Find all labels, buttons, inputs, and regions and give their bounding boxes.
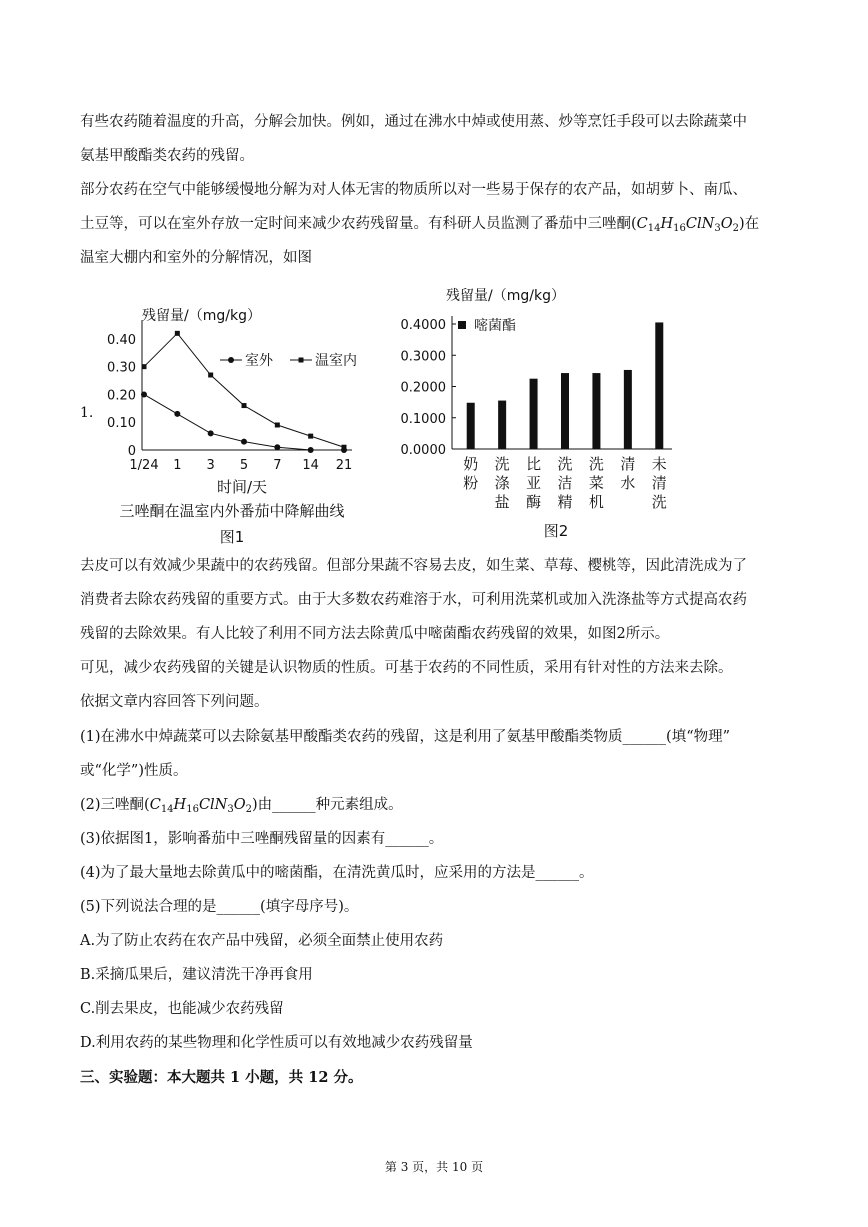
- fig1-legend-label-1: 温室内: [315, 353, 357, 369]
- fig2-bar: [624, 370, 632, 449]
- section-heading: 三、实验题：本大题共 1 小题，共 12 分。: [80, 1069, 363, 1086]
- option-d: D.利用农药的某些物理和化学性质可以有效地减少农药残留量: [80, 1035, 473, 1051]
- fig2-x-tick-label: 涤: [494, 474, 510, 492]
- fig1-x-tick-label: 1: [173, 458, 182, 473]
- fig2-legend-marker: [458, 321, 466, 329]
- question-4: (4)为了最大量地去除黄瓜中的嘧菌酯，在清洗黄瓜时，应采用的方法是______。: [80, 865, 594, 881]
- fig2-y-tick-label: 0.3000: [400, 349, 446, 365]
- fig1-point-1: [142, 364, 147, 369]
- fig2-bar: [561, 373, 569, 449]
- para-5: 依据文章内容回答下列问题。: [80, 694, 269, 710]
- fig1-x-tick-label: 3: [206, 458, 215, 473]
- fig1-ylabel: 残留量/（mg/kg）: [142, 308, 261, 324]
- fig2-y-tick-label: 0.2000: [400, 380, 446, 396]
- fig2-bar: [467, 403, 475, 449]
- fig2-x-tick-label: 比: [526, 455, 542, 473]
- fig2-x-tick-label: 洗: [588, 455, 604, 473]
- fig2-y-tick-label: 0.1000: [400, 411, 446, 427]
- fig1-xlabel: 时间/天: [216, 478, 268, 496]
- fig2-bar: [530, 379, 538, 449]
- question-3: (3)依据图1，影响番茄中三唑酮残留量的因素有______。: [80, 831, 444, 847]
- fig2-ylabel: 残留量/（mg/kg）: [446, 288, 565, 304]
- fig1-point-0: [308, 447, 314, 453]
- figure-2-bar-chart: [390, 278, 690, 540]
- question-1a: (1)在沸水中焯蔬菜可以去除氨基甲酸酯类农药的残留，这是利用了氨基甲酸酯类物质______(填“物理”: [80, 729, 731, 745]
- fig1-point-1: [208, 373, 213, 378]
- fig1-x-tick-label: 5: [239, 458, 249, 473]
- fig1-point-1: [242, 403, 247, 408]
- option-a: A.为了防止农药在农产品中残留，必须全面禁止使用农药: [80, 933, 444, 949]
- fig1-point-0: [241, 439, 247, 445]
- fig1-x-tick-label: 7: [273, 458, 282, 473]
- fig2-x-tick-label: 未: [651, 455, 667, 473]
- para-2a: 部分农药在空气中能够缓慢地分解为对人体无害的物质所以对一些易于保存的农产品，如胡萝卜、南瓜、: [80, 182, 747, 198]
- fig2-x-tick-label: 菜: [588, 474, 604, 492]
- fig1-x-tick-label: 21: [335, 458, 353, 473]
- fig2-x-tick-label: 粉: [463, 474, 479, 492]
- page-footer: 第 3 页，共 10 页: [384, 1160, 484, 1174]
- formula-1: $C_{14}H_{16}ClN_3O_2$: [636, 216, 739, 234]
- fig2-bar: [655, 322, 663, 449]
- para-3a: 去皮可以有效减少果蔬中的农药残留。但部分果蔬不容易去皮，如生菜、草莓、樱桃等，因此清洗成为了: [80, 558, 747, 574]
- para-2c: 温室大棚内和室外的分解情况，如图: [80, 250, 312, 266]
- fig2-x-tick-label: 亚: [526, 474, 542, 492]
- fig1-point-1: [275, 423, 280, 428]
- fig1-y-tick-label: 0.10: [107, 416, 136, 432]
- fig2-x-tick-label: 盐: [494, 493, 510, 511]
- para-3b: 消费者去除农药残留的重要方式。由于大多数农药难溶于水，可利用洗菜机或加入洗涤盐等方式提高农药: [80, 592, 747, 608]
- option-b: B.采摘瓜果后，建议清洗干净再食用: [80, 967, 313, 983]
- fig2-x-tick-label: 精: [557, 493, 573, 511]
- fig2-y-tick-label: 0.0000: [400, 443, 446, 458]
- para-2b: 土豆等，可以在室外存放一定时间来减少农药残留量。有科研人员监测了番茄中三唑酮$(C_{14}H_{16}ClN_3O_2)$在: [80, 216, 760, 234]
- option-c: C.削去果皮，也能减少农药残留: [80, 1001, 284, 1017]
- fig2-x-tick-label: 洗: [494, 455, 510, 473]
- fig1-y-tick-label: 0: [127, 444, 136, 459]
- fig1-point-0: [208, 430, 214, 436]
- fig1-x-tick-label: 1/24: [129, 458, 159, 473]
- fig2-figure-label: 图2: [543, 522, 569, 540]
- fig2-x-tick-label: 机: [588, 493, 604, 511]
- formula-2: $C_{14}H_{16}ClN_3O_2$: [149, 797, 252, 815]
- para-4: 可见，减少农药残留的关键是认识物质的性质。可基于农药的不同性质，采用有针对性的方法来去除。: [80, 660, 733, 676]
- fig2-x-tick-label: 洁: [557, 474, 573, 492]
- fig2-x-tick-label: 清: [620, 455, 636, 473]
- fig2-bar: [498, 401, 506, 449]
- para-2b-text: 土豆等，可以在室外存放一定时间来减少农药残留量。有科研人员监测了番茄中三唑酮(: [80, 216, 637, 232]
- fig2-x-tick-label: 洗: [557, 455, 573, 473]
- fig1-legend-label-0: 室外: [245, 353, 273, 369]
- fig2-x-tick-label: 酶: [526, 493, 542, 511]
- fig2-legend-label: 嘧菌酯: [474, 318, 516, 334]
- fig1-legend-marker-0: [228, 357, 234, 363]
- para-1a: 有些农药随着温度的升高，分解会加快。例如，通过在沸水中焯或使用蒸、炒等烹饪手段可以去除蔬菜中: [80, 114, 747, 130]
- question-2: (2)三唑酮$(C_{14}H_{16}ClN_3O_2)$由______种元素组成。: [80, 797, 403, 815]
- fig2-x-tick-label: 奶: [463, 455, 479, 473]
- fig1-x-tick-label: 14: [302, 458, 319, 473]
- fig2-bar: [592, 373, 600, 449]
- para-3c: 残留的去除效果。有人比较了利用不同方法去除黄瓜中嘧菌酯农药残留的效果，如图2所示。: [80, 626, 670, 642]
- fig1-point-1: [175, 331, 180, 336]
- fig1-title: 三唑酮在温室内外番茄中降解曲线: [119, 502, 345, 520]
- fig1-point-1: [342, 445, 347, 450]
- question-number: 1.: [80, 405, 94, 421]
- fig1-y-tick-label: 0.20: [107, 388, 136, 404]
- fig1-point-0: [174, 411, 180, 417]
- fig1-y-tick-label: 0.40: [107, 332, 136, 348]
- fig2-y-tick-label: 0.4000: [400, 318, 446, 333]
- fig1-point-1: [308, 434, 313, 439]
- fig1-point-0: [274, 444, 280, 450]
- fig2-x-tick-label: 清: [651, 474, 667, 492]
- fig1-point-0: [141, 391, 147, 397]
- fig1-figure-label: 图1: [219, 528, 245, 546]
- fig2-x-tick-label: 水: [620, 474, 636, 492]
- figure-1-line-chart: [100, 288, 380, 550]
- fig2-x-tick-label: 洗: [651, 493, 667, 511]
- para-1b: 氨基甲酸酯类农药的残留。: [80, 148, 254, 164]
- fig1-legend-marker-1: [299, 358, 304, 363]
- question-5: (5)下列说法合理的是______(填字母序号)。: [80, 899, 359, 915]
- fig1-y-tick-label: 0.30: [107, 360, 136, 376]
- fig1-series-line-1: [144, 333, 344, 447]
- question-1b: 或“化学”)性质。: [80, 763, 188, 779]
